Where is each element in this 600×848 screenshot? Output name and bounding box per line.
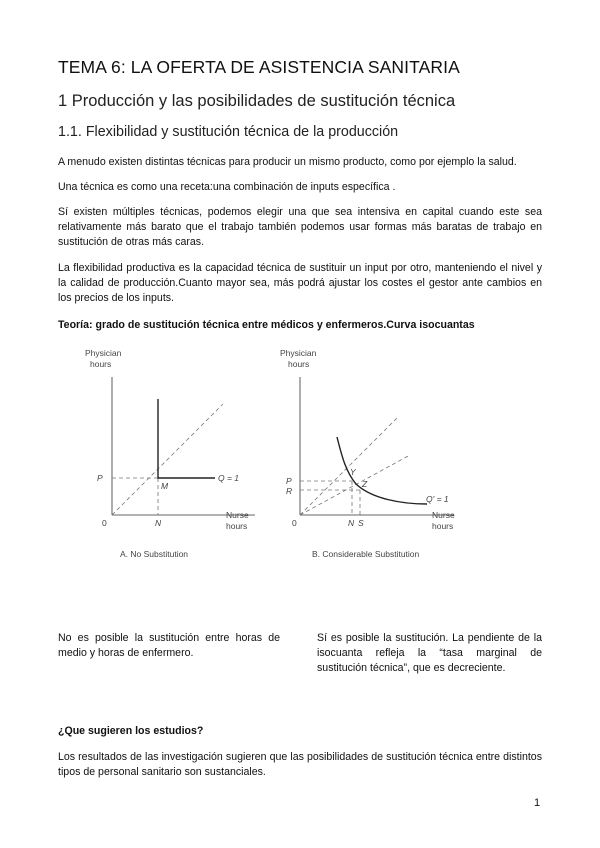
section-heading: 1 Producción y las posibilidades de sustitución técnica [58,92,456,110]
fig-a-x-label-1: Nurse [226,510,249,520]
fig-a-point-p: P [97,473,103,483]
fig-b-point-z: Z [362,479,368,489]
fig-b-origin: 0 [292,518,297,528]
fig-b-y-label-2: hours [288,359,310,369]
fig-a-point-n: N [155,518,162,528]
fig-b-ray-2 [300,455,410,515]
fig-b-point-p: P [286,476,292,486]
fig-b-q-label: Q' = 1 [426,494,449,504]
fig-a-origin: 0 [102,518,107,528]
subsection-heading: 1.1. Flexibilidad y sustitución técnica de la producción [58,124,399,140]
fig-b-x-label-1: Nurse [432,510,455,520]
fig-a-y-label-1: Physician [85,348,122,358]
fig-b-ray-1 [300,417,398,515]
paragraph-1: A menudo existen distintas técnicas para producir un mismo producto, como por ejemplo la salud. [58,156,517,168]
fig-b-point-n: N [348,518,355,528]
paragraph-2: Una técnica es como una receta:una combinación de inputs específica . [58,181,396,193]
fig-a-point-m: M [161,481,169,491]
fig-b-point-s: S [358,518,364,528]
caption-left: No es posible la sustitución entre horas de medio y horas de enfermero. [58,632,280,659]
figure-a-no-substitution [80,342,270,567]
studies-paragraph: Los resultados de las investigación sugieren que las posibilidades de sustitución técnica entre distintos tipos de personal sanitario son sustanciales. [58,751,542,778]
paragraph-3: Sí existen múltiples técnicas, podemos elegir una que sea intensiva en capital cuando este sea relativamente más barato que el trabajo también podemos usar formas más baratas de trabajo en sustitución de otras más caras. [58,206,542,248]
fig-a-q-label: Q = 1 [218,473,240,483]
fig-b-y-label-1: Physician [280,348,317,358]
studies-heading: ¿Que sugieren los estudios? [58,725,204,737]
paragraph-4: La flexibilidad productiva es la capacidad técnica de sustituir un input por otro, manteniendo el nivel y la calidad de producción.Cuanto mayor sea, más podrá ajustar los costes el gestor ante cambios en los precios de los inputs. [58,262,542,304]
fig-a-x-label-2: hours [226,521,248,531]
fig-b-x-label-2: hours [432,521,454,531]
fig-a-expansion-ray [112,404,223,515]
page-title: TEMA 6: LA OFERTA DE ASISTENCIA SANITARIA [58,57,460,77]
fig-a-y-label-2: hours [90,359,112,369]
fig-a-caption: A. No Substitution [120,549,189,559]
caption-right: Sí es posible la sustitución. La pendiente de la isocuanta refleja la “tasa marginal de sustitución técnica”, que es decreciente. [317,632,542,674]
fig-b-caption: B. Considerable Substitution [312,549,420,559]
theory-heading: Teoría: grado de sustitución técnica entre médicos y enfermeros.Curva isocuantas [58,319,475,331]
page-number: 1 [534,797,541,809]
figure-b-considerable-substitution [272,342,472,567]
fig-a-isoquant [158,399,215,478]
fig-b-point-r: R [286,486,293,496]
fig-b-point-y: Y [350,467,356,477]
